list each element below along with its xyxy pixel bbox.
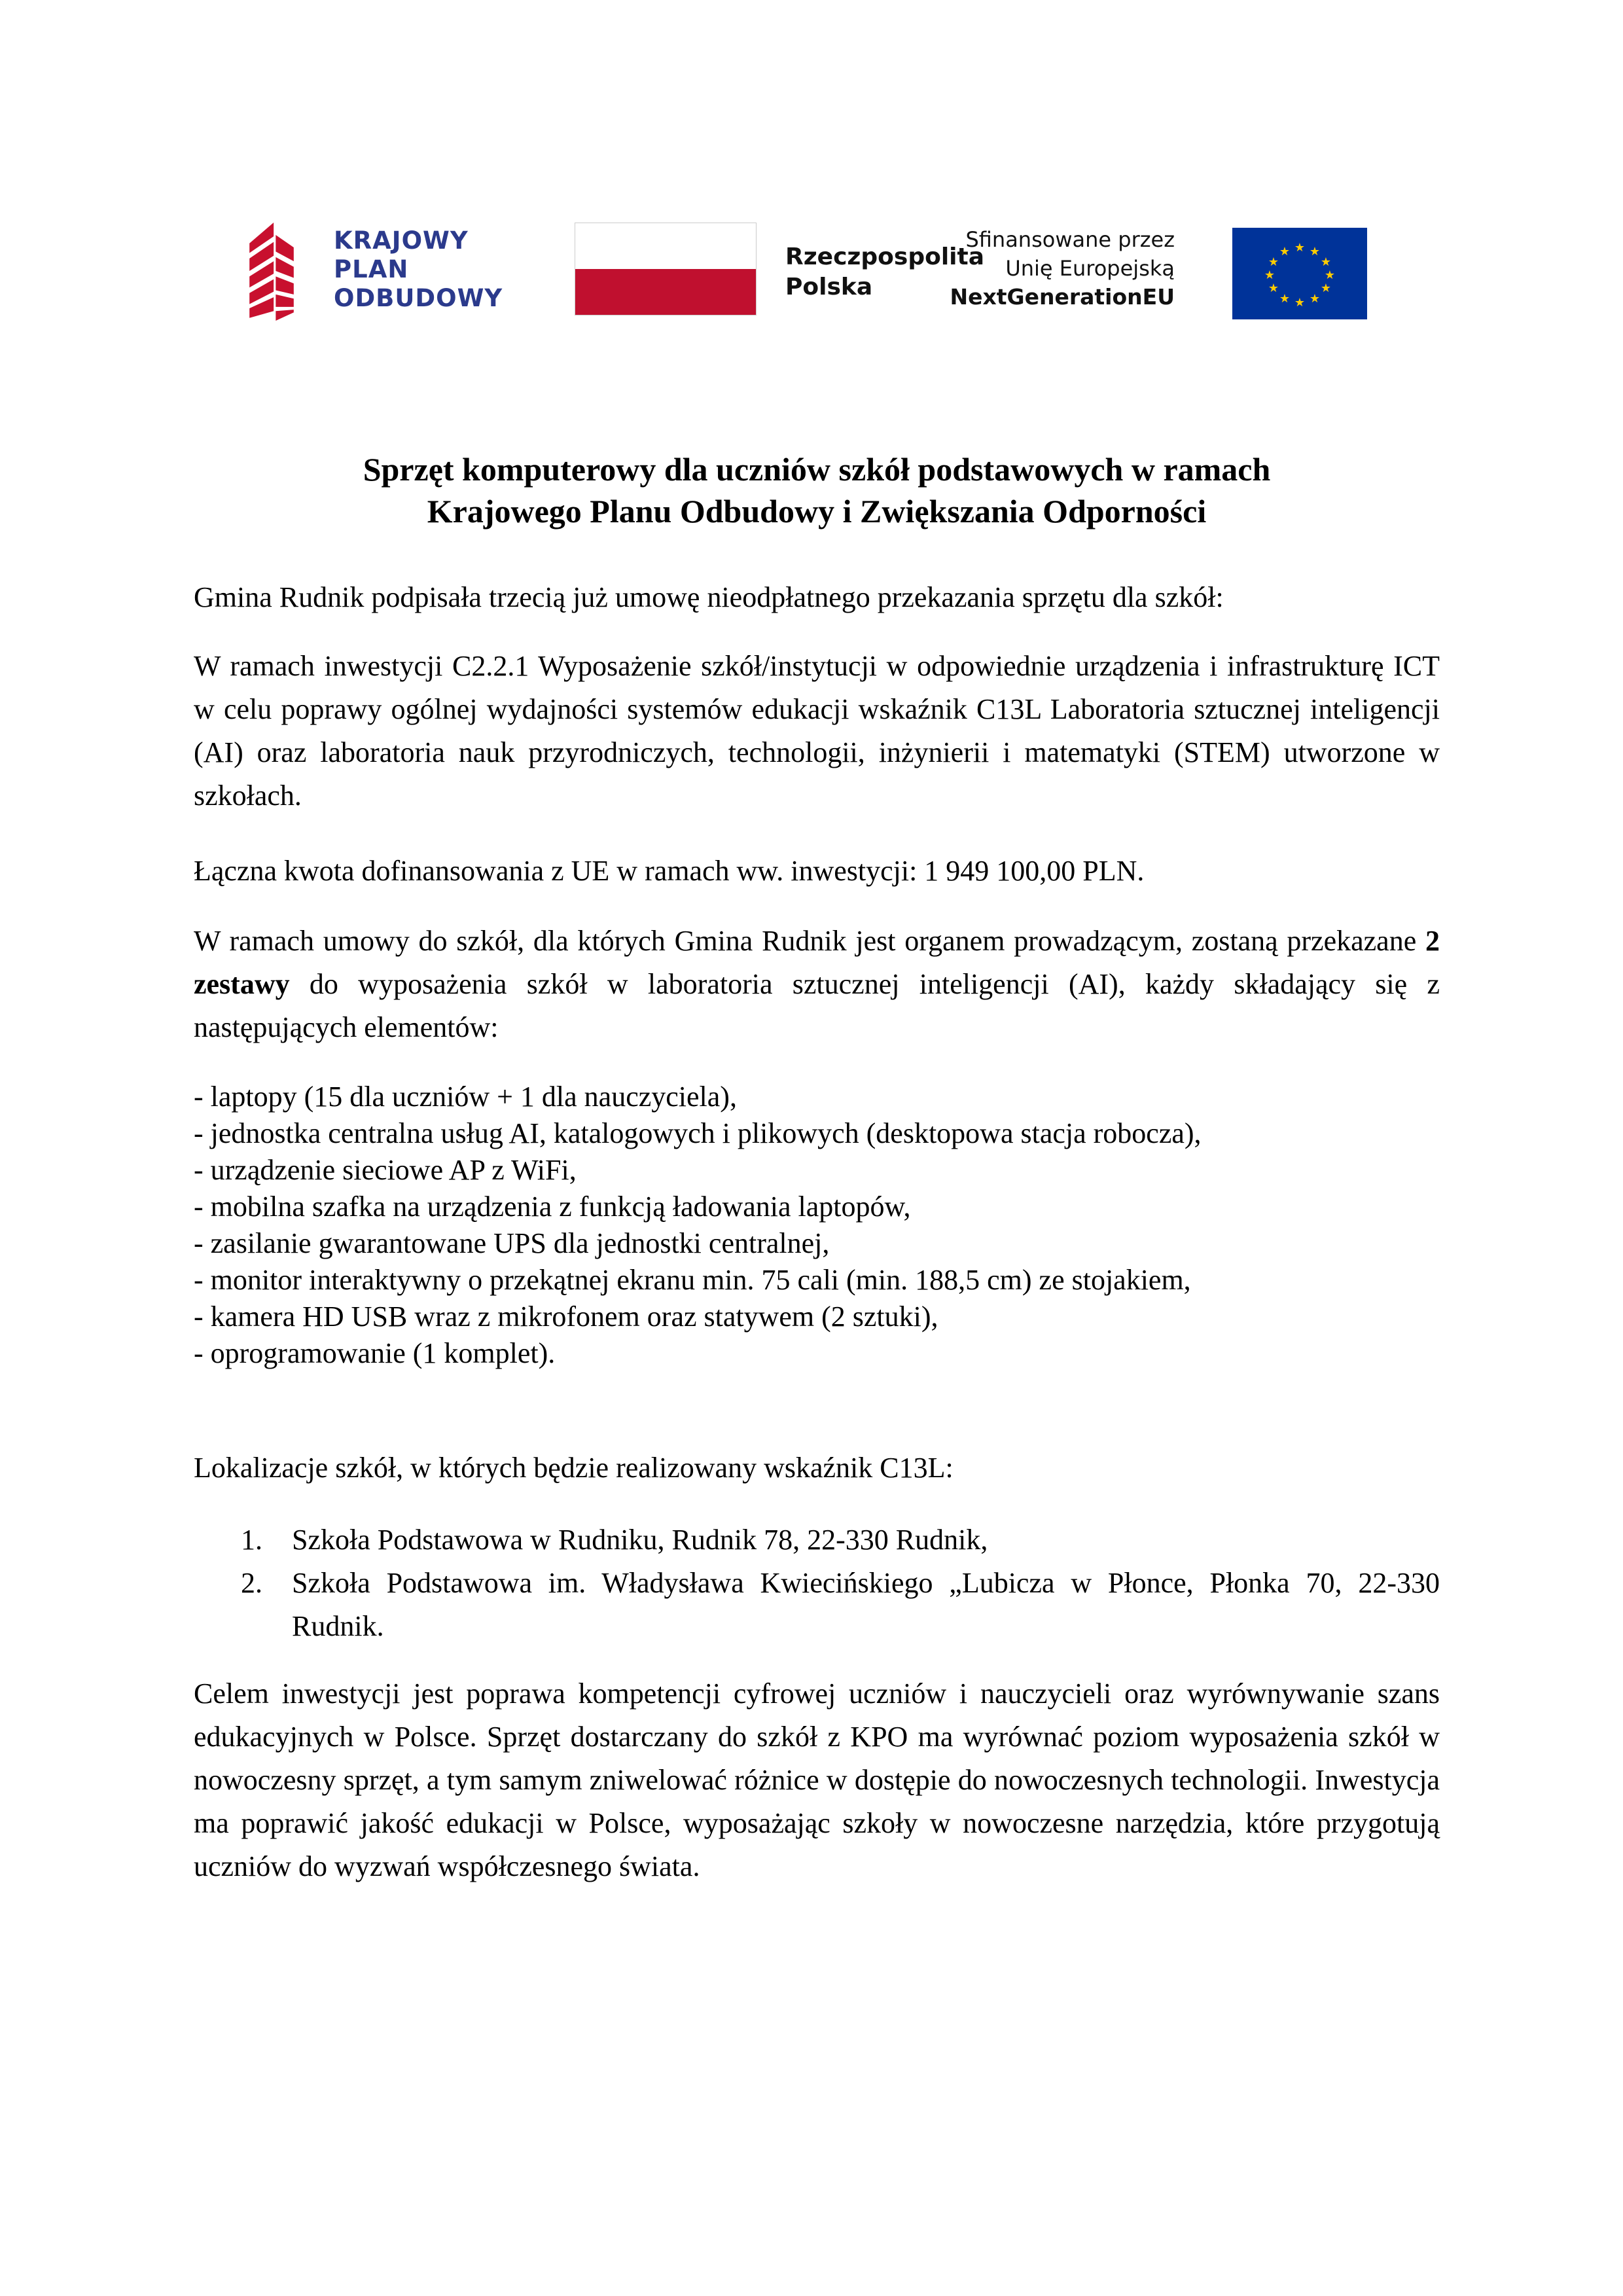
list-item: - monitor interaktywny o przekątnej ekranu min. 75 cali (min. 188,5 cm) ze stojakiem, <box>194 1264 1191 1296</box>
svg-text:★: ★ <box>1309 292 1321 306</box>
sets-count: 2 zestawy <box>194 925 1440 1000</box>
svg-text:★: ★ <box>1268 281 1279 295</box>
document-title: Sprzęt komputerowy dla uczniów szkół podstawowych w ramach Krajowego Planu Odbudowy i Zwiększania Odporności <box>363 451 1271 529</box>
list-item: 1. Szkoła Podstawowa w Rudniku, Rudnik 78, 22-330 Rudnik, <box>241 1524 988 1556</box>
svg-text:★: ★ <box>1320 255 1332 269</box>
svg-text:★: ★ <box>1324 268 1336 282</box>
list-item: 2. Szkoła Podstawowa im. Władysława Kwiecińskiego „Lubicza w Płonce, Płonka 70, 22-330 Rudnik. <box>241 1567 1440 1642</box>
list-item: - oprogramowanie (1 komplet). <box>194 1337 556 1369</box>
polish-flag-icon <box>575 223 757 315</box>
svg-text:★: ★ <box>1320 281 1332 295</box>
svg-text:★: ★ <box>1279 245 1291 259</box>
list-item: - kamera HD USB wraz z mikrofonem oraz statywem (2 sztuki), <box>194 1300 938 1333</box>
locations-heading: Lokalizacje szkół, w których będzie realizowany wskaźnik C13L: <box>194 1452 954 1484</box>
svg-text:★: ★ <box>1264 268 1275 282</box>
eu-funding-text: Sfinansowane przez Unię Europejską NextGenerationEU <box>950 227 1175 310</box>
intro-paragraph: Gmina Rudnik podpisała trzecią już umowę nieodpłatnego przekazania sprzętu dla szkół: <box>194 581 1224 613</box>
conclusion-paragraph: Celem inwestycji jest poprawa kompetencji cyfrowej uczniów i nauczycieli oraz wyrównywanie szans edukacyjnych w Polsce. Sprzęt dostarczany do szkół z KPO ma wyrównać poziom wyposażenia szkół w nowoczesny sprzęt, a tym samym zniwelować różnice w dostępie do nowoczesnych technologii. Inwestycja ma poprawić jakość edukacji w Polsce, wyposażając szkoły w nowoczesne narzędzia, które przygotują uczniów do wyzwań współczesnego świata. <box>194 1677 1440 1882</box>
list-item: - zasilanie gwarantowane UPS dla jednostki centralnej, <box>194 1227 830 1259</box>
funding-paragraph: Łączna kwota dofinansowania z UE w ramach ww. inwestycji: 1 949 100,00 PLN. <box>194 855 1145 887</box>
svg-text:★: ★ <box>1309 245 1321 259</box>
agreement-paragraph: W ramach umowy do szkół, dla których Gmina Rudnik jest organem prowadzącym, zostaną przekazane 2 zestawy do wyposażenia szkół w laboratoria sztucznej inteligencji (AI), każdy składający się z następujących elementów: <box>194 925 1440 1043</box>
kpo-logo-text: KRAJOWY PLAN ODBUDOWY <box>334 226 503 312</box>
eu-flag-icon <box>1232 228 1367 319</box>
kpo-logo <box>223 223 537 321</box>
locations-list <box>194 1518 1440 1648</box>
header-logos <box>216 223 1407 321</box>
svg-text:★: ★ <box>1294 241 1306 255</box>
rp-logo-text: Rzeczpospolita Polska <box>785 243 984 300</box>
kpo-building-icon <box>223 223 321 321</box>
investment-paragraph: W ramach inwestycji C2.2.1 Wyposażenie szkół/instytucji w odpowiednie urządzenia i infrastrukturę ICT w celu poprawy ogólnej wydajności systemów edukacji wskaźnik C13L Laboratoria sztucznej inteligencji (AI) oraz laboratoria nauk przyrodniczych, technologii, inżynierii i matematyki (STEM) utworzone w szkołach. <box>194 650 1440 812</box>
list-item: - urządzenie sieciowe AP z WiFi, <box>194 1154 577 1186</box>
equipment-list <box>194 1079 1440 1372</box>
list-item: - laptopy (15 dla uczniów + 1 dla nauczyciela), <box>194 1081 737 1113</box>
svg-text:★: ★ <box>1294 296 1306 310</box>
list-item: - mobilna szafka na urządzenia z funkcją ładowania laptopów, <box>194 1191 911 1223</box>
list-item: - jednostka centralna usług AI, katalogowych i plikowych (desktopowa stacja robocza), <box>194 1117 1202 1149</box>
svg-text:★: ★ <box>1268 255 1279 269</box>
svg-text:★: ★ <box>1279 292 1291 306</box>
